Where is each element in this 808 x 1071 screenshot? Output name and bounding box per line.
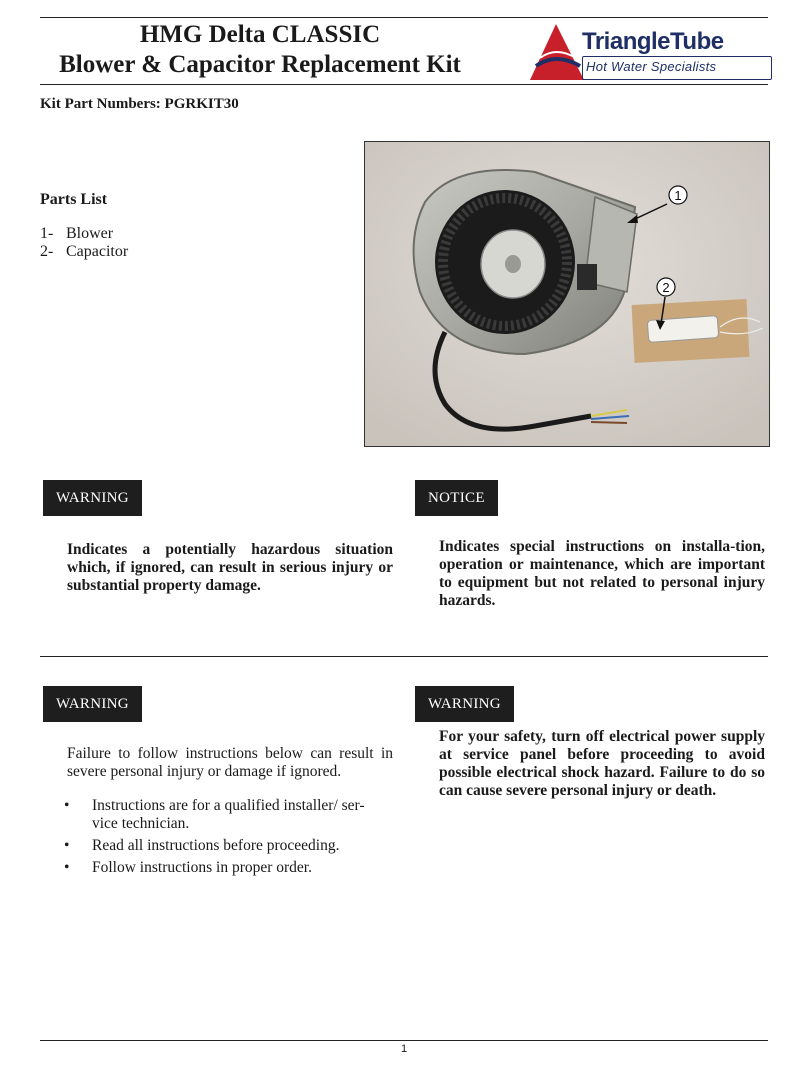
- section-rule: [40, 656, 768, 657]
- parts-list-title: Parts List: [40, 191, 108, 208]
- warning-text: Indicates a potentially hazardous situation which, if ignored, can result in serious injury or substantial property damage.: [67, 541, 393, 594]
- document-title: [40, 20, 480, 80]
- part-name: Blower: [66, 225, 114, 242]
- bullet-text: Read all instructions before proceeding.: [92, 837, 340, 854]
- callout-1: 1: [674, 188, 682, 203]
- blower-capacitor-photo: [364, 141, 770, 447]
- triangle-tube-logo: [526, 20, 766, 82]
- list-item: • Instructions are for a qualified installer/ ser-vice technician.: [64, 797, 365, 832]
- list-item: [40, 225, 128, 243]
- notice-label: NOTICE: [415, 480, 498, 516]
- blower-photo-illustration: [365, 142, 769, 446]
- notice-text: Indicates special instructions on installa-tion, operation or maintenance, which are important to equipment but not related to personal injury hazards.: [439, 538, 765, 609]
- parts-list: [40, 225, 128, 261]
- list-item: • Read all instructions before proceeding.: [64, 837, 340, 854]
- warning-label: WARNING: [415, 686, 514, 722]
- warning-intro: Failure to follow instructions below can result in severe personal injury or damage if ignored.: [67, 745, 393, 780]
- instruction-list: [64, 797, 368, 881]
- title-line-2: Blower & Capacitor Replacement Kit: [59, 51, 461, 78]
- part-number: 2-: [40, 243, 54, 260]
- footer-rule: [40, 1040, 768, 1041]
- top-rule: [40, 17, 768, 18]
- header-rule: [40, 84, 768, 85]
- logo-name: TriangleTube: [582, 28, 724, 55]
- warning-label: WARNING: [43, 686, 142, 722]
- triangle-logo-icon: [526, 22, 588, 82]
- page-number: 1: [400, 1043, 408, 1055]
- logo-tagline: Hot Water Specialists: [586, 59, 717, 74]
- bullet-text: Follow instructions in proper order.: [92, 859, 312, 876]
- list-item: [40, 243, 128, 261]
- warning-text: For your safety, turn off electrical power supply at service panel before proceeding to avoid possible electrical shock hazard. Failure to do so can cause severe personal injury or death.: [439, 728, 765, 799]
- title-line-1: HMG Delta CLASSIC: [139, 21, 381, 48]
- callout-2: 2: [662, 280, 670, 295]
- list-item: • Follow instructions in proper order.: [64, 859, 312, 876]
- part-name: Capacitor: [66, 243, 129, 260]
- bullet-text: Instructions are for a qualified installer/ ser-vice technician.: [92, 797, 365, 832]
- kit-part-numbers: Kit Part Numbers: PGRKIT30: [40, 96, 239, 112]
- warning-label: WARNING: [43, 480, 142, 516]
- part-number: 1-: [40, 225, 54, 242]
